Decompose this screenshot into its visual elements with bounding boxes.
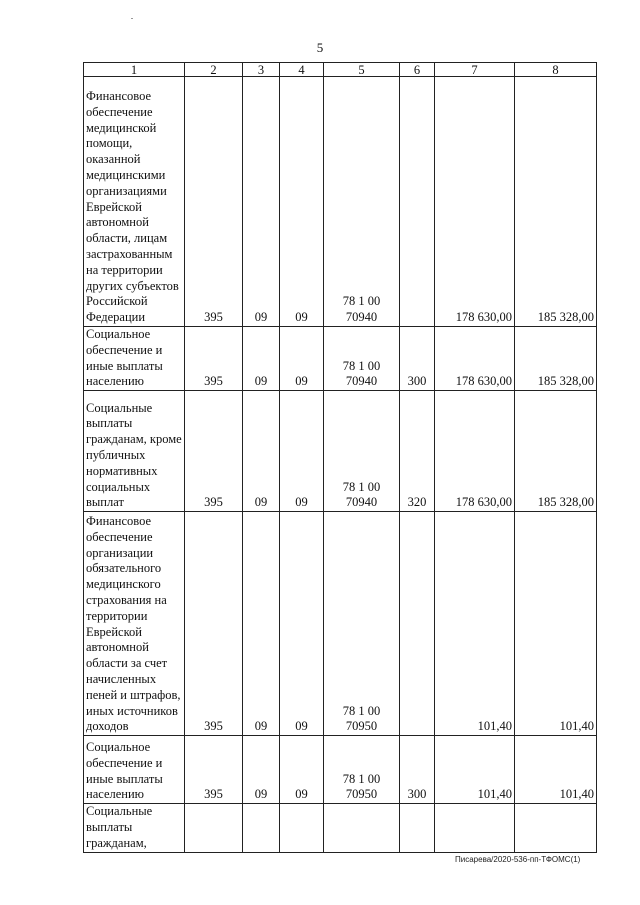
cell-col6: 320 bbox=[400, 391, 435, 512]
table-row bbox=[84, 512, 597, 736]
cell-col8: 101,40 bbox=[515, 736, 597, 804]
cell-col3: 09 bbox=[243, 77, 280, 327]
cell-col7: 101,40 bbox=[435, 512, 515, 736]
cell-col6: 300 bbox=[400, 736, 435, 804]
column-header: 5 bbox=[324, 63, 400, 77]
cell-col5: 78 1 00 70940 bbox=[324, 77, 400, 327]
column-header: 8 bbox=[515, 63, 597, 77]
column-header: 1 bbox=[84, 63, 185, 77]
cell-col2: 395 bbox=[185, 327, 243, 391]
cell-col5: 78 1 00 70940 bbox=[324, 391, 400, 512]
page-number: 5 bbox=[316, 40, 324, 55]
table-row bbox=[84, 77, 597, 327]
table-header-row bbox=[84, 63, 597, 77]
row-name: Социальные выплаты гражданам, кроме публичных нормативных социальных выплат bbox=[84, 391, 185, 512]
cell-col8: 101,40 bbox=[515, 512, 597, 736]
cell-col6 bbox=[400, 804, 435, 852]
table-row bbox=[84, 327, 597, 391]
cell-col4: 09 bbox=[280, 736, 324, 804]
cell-col3 bbox=[243, 804, 280, 852]
column-header: 2 bbox=[185, 63, 243, 77]
cell-col7: 178 630,00 bbox=[435, 77, 515, 327]
cell-col2: 395 bbox=[185, 77, 243, 327]
column-header: 7 bbox=[435, 63, 515, 77]
cell-col4: 09 bbox=[280, 327, 324, 391]
cell-col4: 09 bbox=[280, 391, 324, 512]
table-row bbox=[84, 736, 597, 804]
cell-col3: 09 bbox=[243, 512, 280, 736]
cell-col6 bbox=[400, 512, 435, 736]
column-header: 6 bbox=[400, 63, 435, 77]
cell-col5: 78 1 00 70940 bbox=[324, 327, 400, 391]
document-reference-footer: Писарева/2020-536-пп-ТФОМС(1) bbox=[455, 855, 581, 864]
cell-col2 bbox=[185, 804, 243, 852]
row-name: Социальные выплаты гражданам, bbox=[84, 804, 185, 852]
column-header: 4 bbox=[280, 63, 324, 77]
budget-table bbox=[83, 62, 597, 853]
cell-col3: 09 bbox=[243, 391, 280, 512]
table-row bbox=[84, 391, 597, 512]
column-header: 3 bbox=[243, 63, 280, 77]
row-name: Финансовое обеспечение медицинской помощи, оказанной медицинскими организациями Еврейской автономной области, лицам застрахованным на территории других субъектов Российской Федерации bbox=[84, 77, 185, 327]
row-name: Финансовое обеспечение организации обязательного медицинского страхования на территории Еврейской автономной области за счет начисленных пеней и штрафов, иных источников доходов bbox=[84, 512, 185, 736]
cell-col7 bbox=[435, 804, 515, 852]
cell-col4: 09 bbox=[280, 512, 324, 736]
row-name: Социальное обеспечение и иные выплаты населению bbox=[84, 327, 185, 391]
cell-col8 bbox=[515, 804, 597, 852]
cell-col8: 185 328,00 bbox=[515, 327, 597, 391]
cell-col3: 09 bbox=[243, 736, 280, 804]
cell-col8: 185 328,00 bbox=[515, 77, 597, 327]
cell-col3: 09 bbox=[243, 327, 280, 391]
scan-speck bbox=[131, 18, 133, 19]
cell-col5: 78 1 00 70950 bbox=[324, 736, 400, 804]
cell-col2: 395 bbox=[185, 512, 243, 736]
cell-col4 bbox=[280, 804, 324, 852]
cell-col2: 395 bbox=[185, 391, 243, 512]
cell-col5 bbox=[324, 804, 400, 852]
cell-col7: 178 630,00 bbox=[435, 327, 515, 391]
cell-col6 bbox=[400, 77, 435, 327]
cell-col8: 185 328,00 bbox=[515, 391, 597, 512]
cell-col2: 395 bbox=[185, 736, 243, 804]
cell-col6: 300 bbox=[400, 327, 435, 391]
cell-col5: 78 1 00 70950 bbox=[324, 512, 400, 736]
row-name: Социальное обеспечение и иные выплаты населению bbox=[84, 736, 185, 804]
table-row bbox=[84, 804, 597, 852]
cell-col4: 09 bbox=[280, 77, 324, 327]
cell-col7: 178 630,00 bbox=[435, 391, 515, 512]
cell-col7: 101,40 bbox=[435, 736, 515, 804]
